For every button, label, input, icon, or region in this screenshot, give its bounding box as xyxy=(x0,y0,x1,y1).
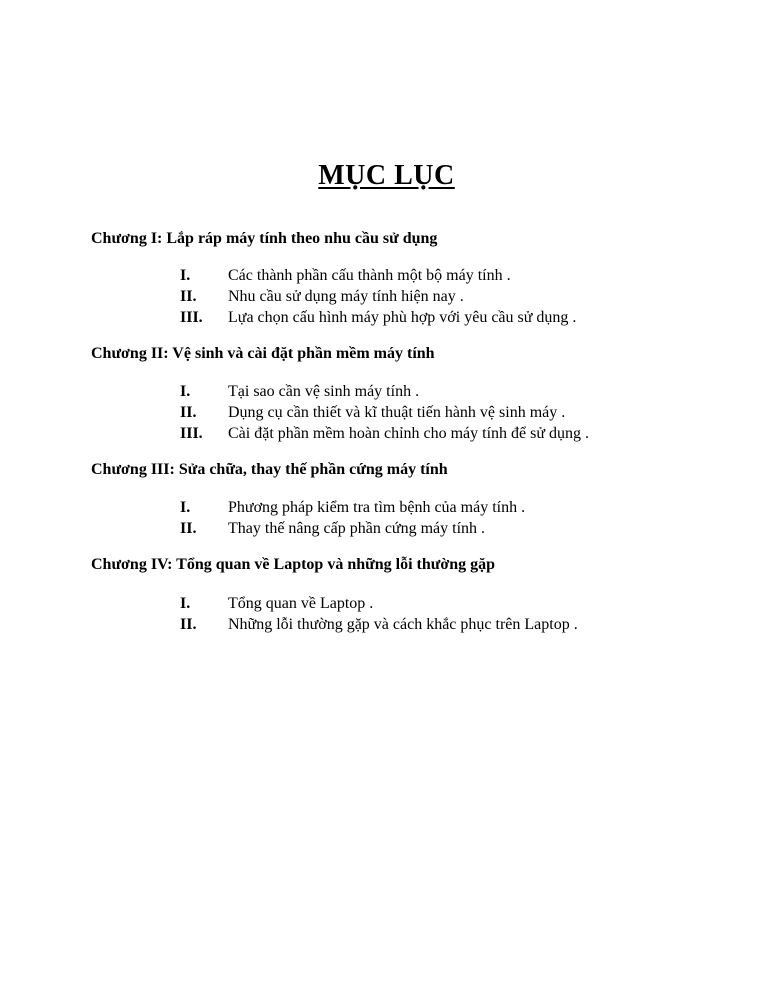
item-number: I. xyxy=(180,383,191,400)
item-text: Dụng cụ cần thiết và kĩ thuật tiến hành vệ sinh máy . xyxy=(228,404,566,421)
chapter-1-heading: Chương I: Lắp ráp máy tính theo nhu cầu sử dụng xyxy=(91,230,438,247)
item-text: Tại sao cần vệ sinh máy tính . xyxy=(228,383,420,400)
chapter-4-heading: Chương IV: Tổng quan về Laptop và những lỗi thường gặp xyxy=(91,556,495,573)
item-number: II. xyxy=(180,288,197,305)
item-text: Phương pháp kiểm tra tìm bệnh của máy tính . xyxy=(228,499,526,516)
item-number: II. xyxy=(180,404,197,421)
item-text: Cài đặt phần mềm hoàn chỉnh cho máy tính để sử dụng . xyxy=(228,425,590,442)
item-number: I. xyxy=(180,595,191,612)
item-text: Thay thế nâng cấp phần cứng máy tính . xyxy=(228,520,486,537)
item-number: II. xyxy=(180,520,197,537)
item-text: Các thành phần cấu thành một bộ máy tính . xyxy=(228,267,511,284)
item-number: II. xyxy=(180,616,197,633)
item-text: Lựa chọn cấu hình máy phù hợp với yêu cầu sử dụng . xyxy=(228,309,577,326)
page-title: MỤC LỤC xyxy=(318,160,455,191)
item-text: Những lỗi thường gặp và cách khắc phục trên Laptop . xyxy=(228,616,578,633)
chapter-2-heading: Chương II: Vệ sinh và cài đặt phần mềm máy tính xyxy=(91,345,435,362)
item-text: Tổng quan về Laptop . xyxy=(228,595,374,612)
item-number: I. xyxy=(180,267,191,284)
item-text: Nhu cầu sử dụng máy tính hiện nay . xyxy=(228,288,464,305)
item-number: III. xyxy=(180,425,203,442)
item-number: I. xyxy=(180,499,191,516)
item-number: III. xyxy=(180,309,203,326)
chapter-3-heading: Chương III: Sửa chữa, thay thế phần cứng máy tính xyxy=(91,461,448,478)
